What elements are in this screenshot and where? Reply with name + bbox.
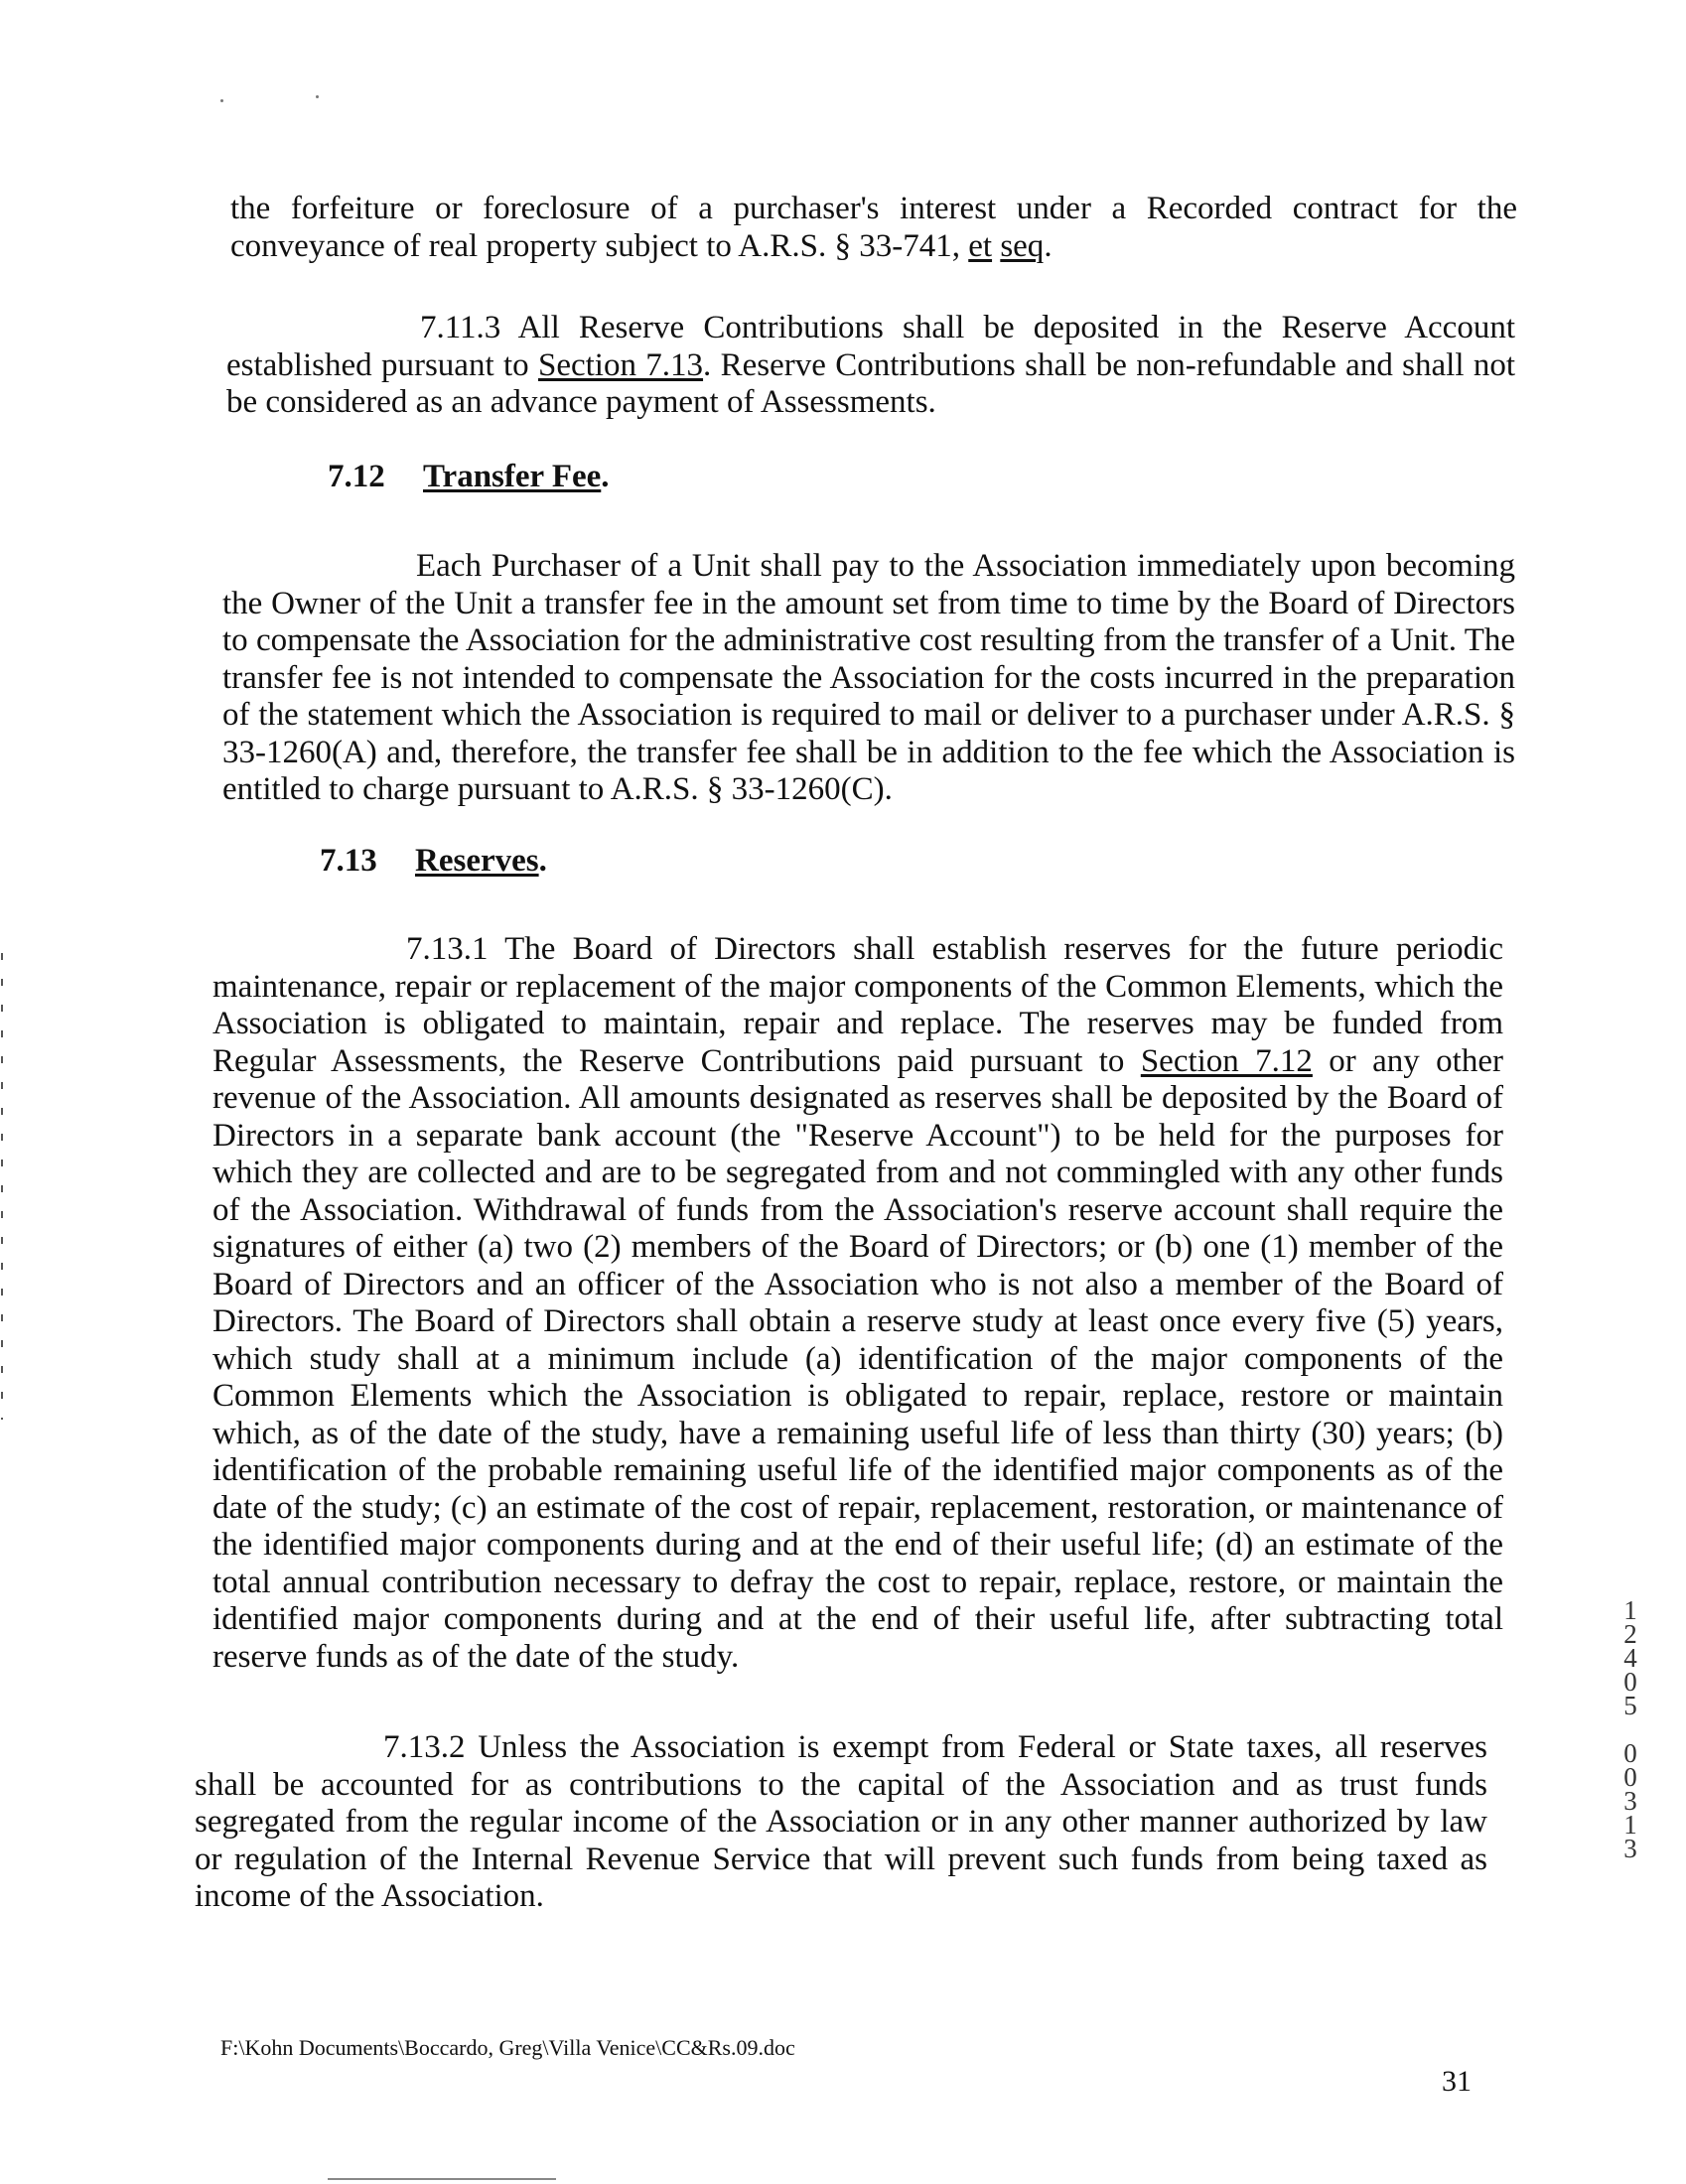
section-7-13-reference: Section 7.13 bbox=[537, 346, 704, 383]
scan-speck bbox=[316, 95, 319, 98]
section-title: Reserves bbox=[415, 843, 539, 879]
scan-margin-marks bbox=[1, 953, 3, 1420]
footer-file-path: F:\Kohn Documents\Boccardo, Greg\Villa Venice\CC&Rs.09.doc bbox=[220, 2035, 795, 2060]
citation-et: et bbox=[968, 227, 993, 264]
section-7-12-heading: 7.12 Transfer Fee. bbox=[328, 459, 610, 494]
citation-seq: seq bbox=[1000, 227, 1045, 264]
section-title: Transfer Fee bbox=[423, 459, 602, 494]
section-7-13-heading: 7.13 Reserves. bbox=[320, 843, 547, 879]
page-number: 31 bbox=[1442, 2065, 1472, 2098]
paragraph-7-12-body: Each Purchaser of a Unit shall pay to the Association immediately upon becoming the Owner of the Unit a transfer fee in the amount set from time to time by the Board of Directors to compensate the Association for the administrative cost resulting from the transfer of a Unit. The transfer fee is not intended to compensate the Association for the costs incurred in the preparation of the statement which the Association is required to mail or deliver to a purchaser under A.R.S. § 33-1260(A) and, therefore, the transfer fee shall be in addition to the fee which the Association is entitled to charge pursuant to A.R.S. § 33-1260(C). bbox=[222, 548, 1515, 807]
recording-number: 1 2 4 0 5 0 0 3 1 3 bbox=[1623, 1595, 1637, 1863]
paragraph-7-11-2-continued: the forfeiture or foreclosure of a purchaser's interest under a Recorded contract for the conveyance of real property subject to A.R.S. § 33-741, et seq. bbox=[230, 191, 1517, 264]
paragraph-7-13-1: 7.13.1 The Board of Directors shall establish reserves for the future periodic maintenance, repair or replacement of the major components of the Common Elements, which the Association is obligated to maintain, repair and replace. The reserves may be funded from Regular Assessments, the Reserve Contributions paid pursuant to Section 7.12 or any other revenue of the Association. All amounts designated as reserves shall be deposited by the Board of Directors in a separate bank account (the "Reserve Account") to be held for the purposes for which they are collected and are to be segregated from and not commingled with any other funds of the Association. Withdrawal of funds from the Association's reserve account shall require the signatures of either (a) two (2) members of the Board of Directors; or (b) one (1) member of the Board of Directors and an officer of the Association who is not also a member of the Board of Directors. The Board of Directors shall obtain a reserve study at least once every five (5) years, which study shall at a minimum include (a) identification of the major components of the Common Elements which the Association is obligated to repair, replace, restore or maintain which, as of the date of the study, have a remaining useful life of less than thirty (30) years; (b) identification of the probable remaining useful life of the identified major components as of the date of the study; (c) an estimate of the cost of repair, replacement, restoration, or maintenance of the identified major components during and at the end of their useful life; (d) an estimate of the total annual contribution necessary to defray the cost to repair, replace, restore, or maintain the identified major components during and at the end of their useful life, after subtracting total reserve funds as of the date of the study. bbox=[212, 931, 1503, 1675]
scan-bottom-rule bbox=[328, 2178, 556, 2180]
paragraph-text: the forfeiture or foreclosure of a purchaser's interest under a Recorded contract for the conveyance of real property subject to A.R.S. § 33-741, bbox=[230, 191, 1517, 264]
section-number: 7.12 bbox=[328, 459, 385, 494]
section-7-12-reference: Section 7.12 bbox=[1140, 1042, 1313, 1079]
paragraph-7-11-3: 7.11.3 All Reserve Contributions shall be deposited in the Reserve Account established pursuant to Section 7.13. Reserve Contributions shall be non-refundable and shall not be considered as an advance payment of Assessments. bbox=[226, 310, 1515, 420]
scan-speck bbox=[220, 99, 223, 102]
paragraph-7-13-2: 7.13.2 Unless the Association is exempt from Federal or State taxes, all reserves shall be accounted for as contributions to the capital of the Association and as trust funds segregated from the regular income of the Association or in any other manner authorized by law or regulation of the Internal Revenue Service that will prevent such funds from being taxed as income of the Association. bbox=[195, 1729, 1487, 1914]
section-number: 7.13 bbox=[320, 843, 377, 879]
